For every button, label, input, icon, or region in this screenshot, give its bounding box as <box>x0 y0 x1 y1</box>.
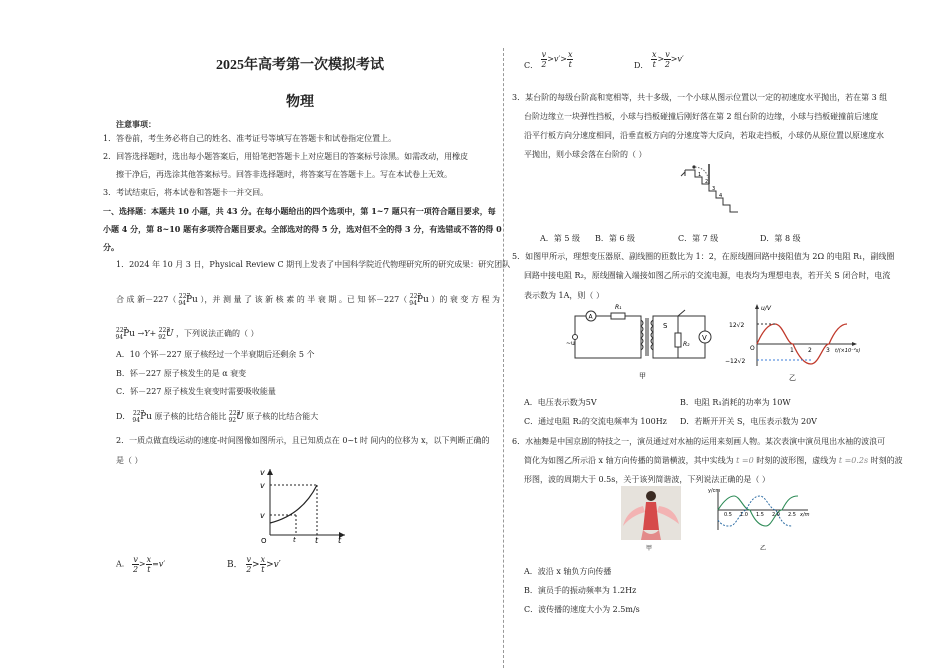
svg-text:t: t <box>315 536 319 543</box>
q5-stem: 回路中接电阻 R₂，原线圈输入端接如图乙所示的交流电源，电表均为理想电表，若开关 S 闭合时，电流 <box>524 271 891 280</box>
pu-nuclide: $^{227}_{94}$Pu <box>178 293 198 307</box>
q1-equation: $^{227}_{94}$Pu →Y+ $^{223}_{92}$U ，下列说法正确的（ ） <box>115 327 259 341</box>
q2-option-a: A． $\frac{v}{2}$ > $\frac{x}{t}$ =v′ <box>116 555 166 574</box>
svg-text:O: O <box>750 345 755 352</box>
svg-text:乙: 乙 <box>760 545 767 552</box>
q1-option: D． $^{227}_{94}$Pu 原子核的比结合能比 $^{223}_{92}$U 原子核的比结合能大 <box>116 410 319 424</box>
q6-wave-graph <box>704 486 814 552</box>
svg-text:1.0: 1.0 <box>740 512 748 518</box>
q2-stem: 2．一质点做直线运动的速度-时间图像如图所示，且已知质点在 0~t 时 间内的位移为 x，以下判断正确的 <box>116 436 490 445</box>
q1-stem: 合 成 新－227（ $^{227}_{94}$Pu ），并 测 量 了 该 新 核 素 的 半 衰 期 。已 知 钚－227（ $^{227}_{94}$Pu ）的 衰 变 方 程 为 <box>116 291 500 310</box>
q5-circuit-figure <box>565 298 720 384</box>
exam-title: 2025年高考第一次模拟考试 <box>216 58 384 73</box>
note-item: 擦干净后，再选涂其他答案标号。回答非选择题时，将答案写在答题卡上。写在本试卷上无效。 <box>116 170 452 179</box>
exam-subject: 物理 <box>286 95 314 110</box>
svg-text:O: O <box>261 537 267 543</box>
q1-option: A．10 个钚－227 原子核经过一个半衰期后还剩余 5 个 <box>116 350 315 359</box>
svg-text:1: 1 <box>790 347 794 354</box>
svg-text:~u: ~u <box>566 340 575 347</box>
q3-option: A．第 5 级 <box>540 234 580 243</box>
svg-text:2.0: 2.0 <box>772 512 780 518</box>
note-item: 2．回答选择题时，选出每小题答案后，用铅笔把答题卡上对应题目的答案标号涂黑。如需改动，用橡皮 <box>103 152 469 161</box>
q5-option: D．若断开开关 S，电压表示数为 20V <box>680 417 817 426</box>
note-item: 1．答卷前，考生务必将自己的姓名、准考证号等填写在答题卡和试卷指定位置上。 <box>103 134 397 143</box>
q1-stem: 1．2024 年 10 月 3 日，Physical Review C 期刊上发表了中国科学院近代物理研究所的研究成果：研究团队 <box>116 260 511 269</box>
svg-text:3: 3 <box>826 347 830 354</box>
q3-stem: 平抛出，则小球会落在台阶的（ ） <box>524 150 647 159</box>
svg-text:y/cm: y/cm <box>708 488 721 494</box>
q5-voltage-graph <box>725 300 870 386</box>
pu-nuclide: $^{227}_{94}$Pu <box>409 293 429 307</box>
q6-option: C．波传播的速度大小为 2.5m/s <box>524 605 640 614</box>
q6-stem: 6．水袖舞是中国京剧的特技之一，演员通过对水袖的运用来刻画人物。某次表演中演员甩出水袖的波浪可 <box>512 437 886 446</box>
section-heading: 一、选择题：本题共 10 小题，共 43 分。在每小题给出的四个选项中，第 1~7 题只有一项符合题目要求，每 <box>103 206 496 216</box>
svg-text:2: 2 <box>705 179 709 185</box>
q3-stem: 台阶边缘立一块弹性挡板，小球与挡板碰撞后刚好落在第 2 组台阶的边缘，小球与挡板碰撞前后速度 <box>524 112 879 121</box>
svg-text:t: t <box>338 536 342 543</box>
notes-heading: 注意事项： <box>116 119 156 129</box>
q1-option: C．钚－227 原子核发生衰变时需要吸收能量 <box>116 387 276 396</box>
q3-stem: 沿平行板方向分速度相同，沿垂直板方向的分速度等大反向，若取走挡板，小球仍从原位置以原速度水 <box>524 131 884 140</box>
svg-text:1: 1 <box>698 172 702 178</box>
q5-option: A．电压表示数为5V <box>524 398 597 407</box>
q5-stem: 表示数为 1A，则（ ） <box>524 291 604 300</box>
svg-text:2: 2 <box>808 347 812 354</box>
column-divider <box>503 48 504 668</box>
q3-option: C．第 7 级 <box>678 234 719 243</box>
q3-option: B．第 6 级 <box>595 234 636 243</box>
note-item: 3．考试结束后，将本试卷和答题卡一并交回。 <box>103 188 269 197</box>
svg-text:t/(×10⁻²s): t/(×10⁻²s) <box>835 348 861 354</box>
svg-text:12√2: 12√2 <box>729 322 745 329</box>
svg-text:甲: 甲 <box>639 372 646 380</box>
section-heading: 分。 <box>103 242 119 252</box>
q3-stem: 3．某台阶的每级台阶高和宽相等，共十多级，一个小球从图示位置以一定的初速度水平抛出，若在第 3 组 <box>512 93 888 102</box>
svg-text:v: v <box>260 511 265 520</box>
q5-option: B．电阻 R₁消耗的功率为 10W <box>680 398 791 407</box>
q6-stem: 简化为如图乙所示沿 x 轴方向传播的简谐横波，其中实线为 t =0 时刻的波形图，虚线为 t =0.2s 时刻的波 <box>524 456 903 465</box>
svg-text:S: S <box>663 322 668 330</box>
svg-text:x/m: x/m <box>800 512 810 518</box>
svg-text:乙: 乙 <box>789 374 796 382</box>
svg-text:v: v <box>260 481 265 490</box>
svg-text:1.5: 1.5 <box>756 512 764 518</box>
svg-text:A: A <box>588 313 593 321</box>
svg-text:R₁: R₁ <box>615 304 622 311</box>
svg-text:4: 4 <box>719 193 723 199</box>
q2-vt-graph <box>250 465 350 543</box>
svg-text:2.5: 2.5 <box>788 512 796 518</box>
svg-text:t: t <box>293 536 296 543</box>
q6-dancer-photo <box>615 486 687 552</box>
q2-option-c: C． $\frac{v}{2}$ >v′> $\frac{x}{t}$ <box>524 50 573 70</box>
q2-option-d: D． $\frac{x}{t}$ > $\frac{v}{2}$ >v′ <box>634 50 684 70</box>
svg-text:3: 3 <box>712 186 716 192</box>
svg-text:R₂: R₂ <box>683 341 690 348</box>
svg-text:−12√2: −12√2 <box>725 358 746 365</box>
q3-option: D．第 8 级 <box>760 234 801 243</box>
q2-stem: 是（ ） <box>116 456 143 465</box>
axis-v-label: v <box>260 468 265 477</box>
q3-stairs-figure <box>680 160 750 220</box>
q5-stem: 5．如图甲所示，理想变压器原、副线圈的匝数比为 1：2，在原线圈回路中接阻值为 2Ω 的电阻 R₁，副线圈 <box>512 252 895 261</box>
svg-text:V: V <box>702 334 707 342</box>
section-heading: 小题 4 分，第 8~10 题有多项符合题目要求。全部选对的得 5 分，选对但不全的得 3 分，有选错或不答的得 0 <box>103 224 502 234</box>
q6-stem: 形图，波的周期大于 0.5s，关于该列简谐波，下列说法正确的是（ ） <box>524 475 770 484</box>
q6-option: A．波沿 x 轴负方向传播 <box>524 567 612 576</box>
q6-option: B．演员手的振动频率为 1.2Hz <box>524 586 637 595</box>
q5-option: C．通过电阻 R₂的交流电频率为 100Hz <box>524 417 667 426</box>
q2-option-b: B． $\frac{v}{2}$ > $\frac{x}{t}$ >v′ <box>227 555 281 574</box>
q1-option: B．钚－227 原子核发生的是 α 衰变 <box>116 369 247 378</box>
svg-text:u/V: u/V <box>761 305 771 312</box>
svg-text:0.5: 0.5 <box>724 512 732 518</box>
svg-text:甲: 甲 <box>646 545 653 552</box>
